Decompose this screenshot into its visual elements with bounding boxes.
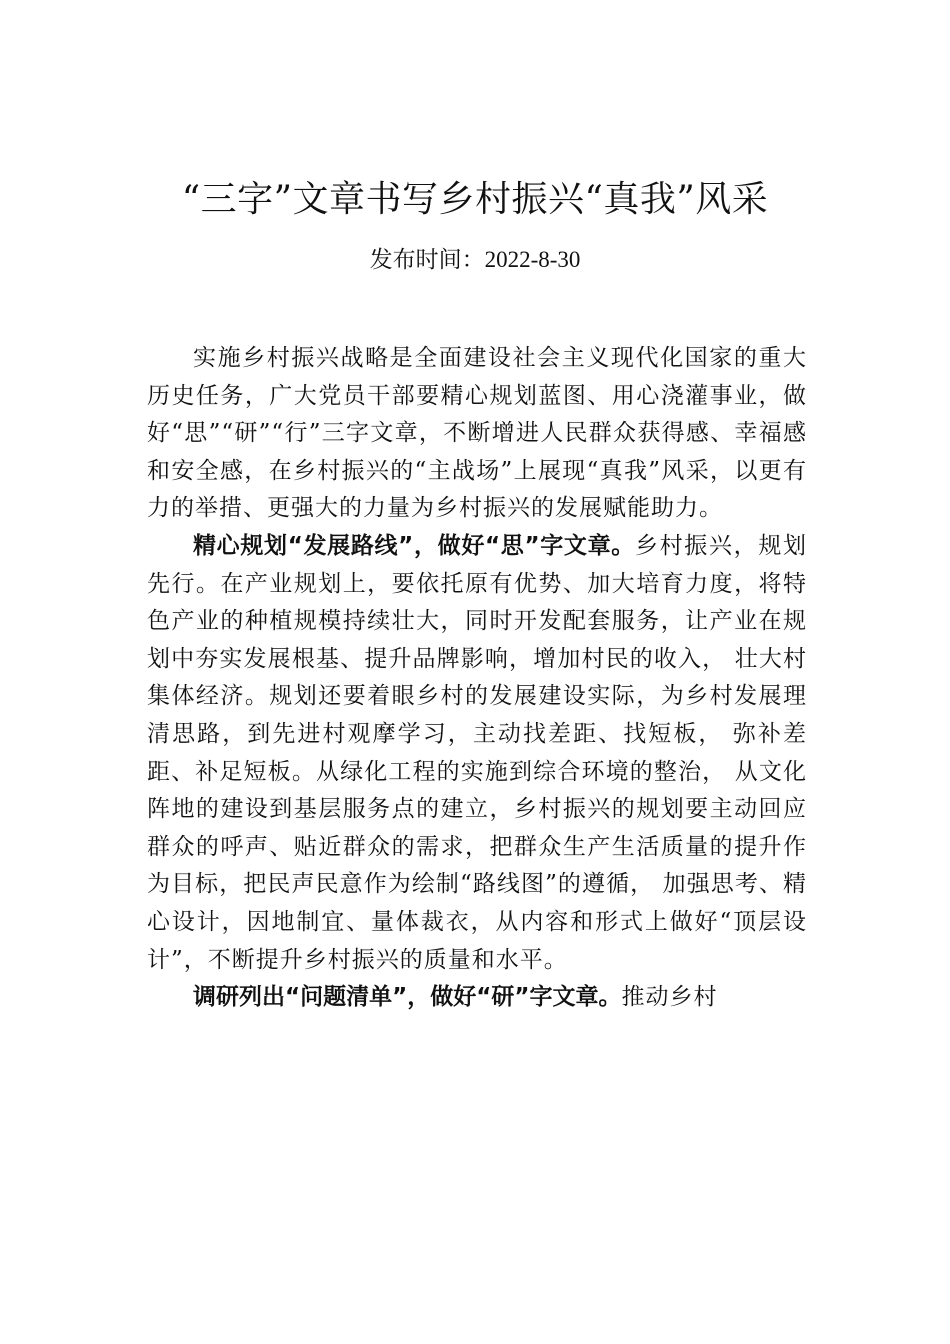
paragraph-text: 推动乡村 — [621, 984, 718, 1011]
publish-date-value: 2022-8-30 — [484, 247, 581, 272]
publish-date — [0, 240, 950, 280]
paragraph-intro — [147, 340, 807, 528]
paragraph-planning — [147, 528, 807, 979]
paragraph-lead: 调研列出“问题清单”，做好“研”字文章。 — [193, 984, 622, 1011]
paragraph-text: 实施乡村振兴战略是全面建设社会主义现代化国家的重大历史任务，广大党员干部要精心规划蓝图、用心浇灌事业，做好“思”“研”“行”三字文章，不断增进人民群众获得感、幸福感和安全感，在乡村振兴的“主战场”上展现“真我”风采，以更有力的举措、更强大的力量为乡村振兴的发展赋能助力。 — [147, 345, 807, 522]
publish-date-label: 发布时间： — [369, 247, 485, 273]
article-title: “三字”文章书写乡村振兴“真我”风采 — [181, 179, 769, 220]
paragraph-text: 乡村振兴，规划先行。在产业规划上，要依托原有优势、加大培育力度，将特色产业的种植规模持续壮大，同时开发配套服务，让产业在规划中夯实发展根基、提升品牌影响，增加村民的收入， 壮大村集体经济。规划还要着眼乡村的发展建设实际，为乡村发展理清思路，到先进村观摩学习，主动找差距、找短板， 弥补差距、补足短板。从绿化工程的实施到综合环境的整治， 从文化阵地的建设到基层服务点的建立，乡村振兴的规划要主动回应群众的呼声、贴近群众的需求，把群众生产生活质量的提升作为目标，把民声民意作为绘制“路线图”的遵循， 加强思考、精心设计，因地制宜、量体裁衣，从内容和形式上做好“顶层设计”，不断提升乡村振兴的质量和水平。 — [147, 532, 807, 973]
paragraph-research — [147, 979, 807, 1017]
paragraph-lead: 精心规划“发展路线”，做好“思”字文章。 — [193, 532, 635, 559]
article-body — [147, 340, 807, 1017]
